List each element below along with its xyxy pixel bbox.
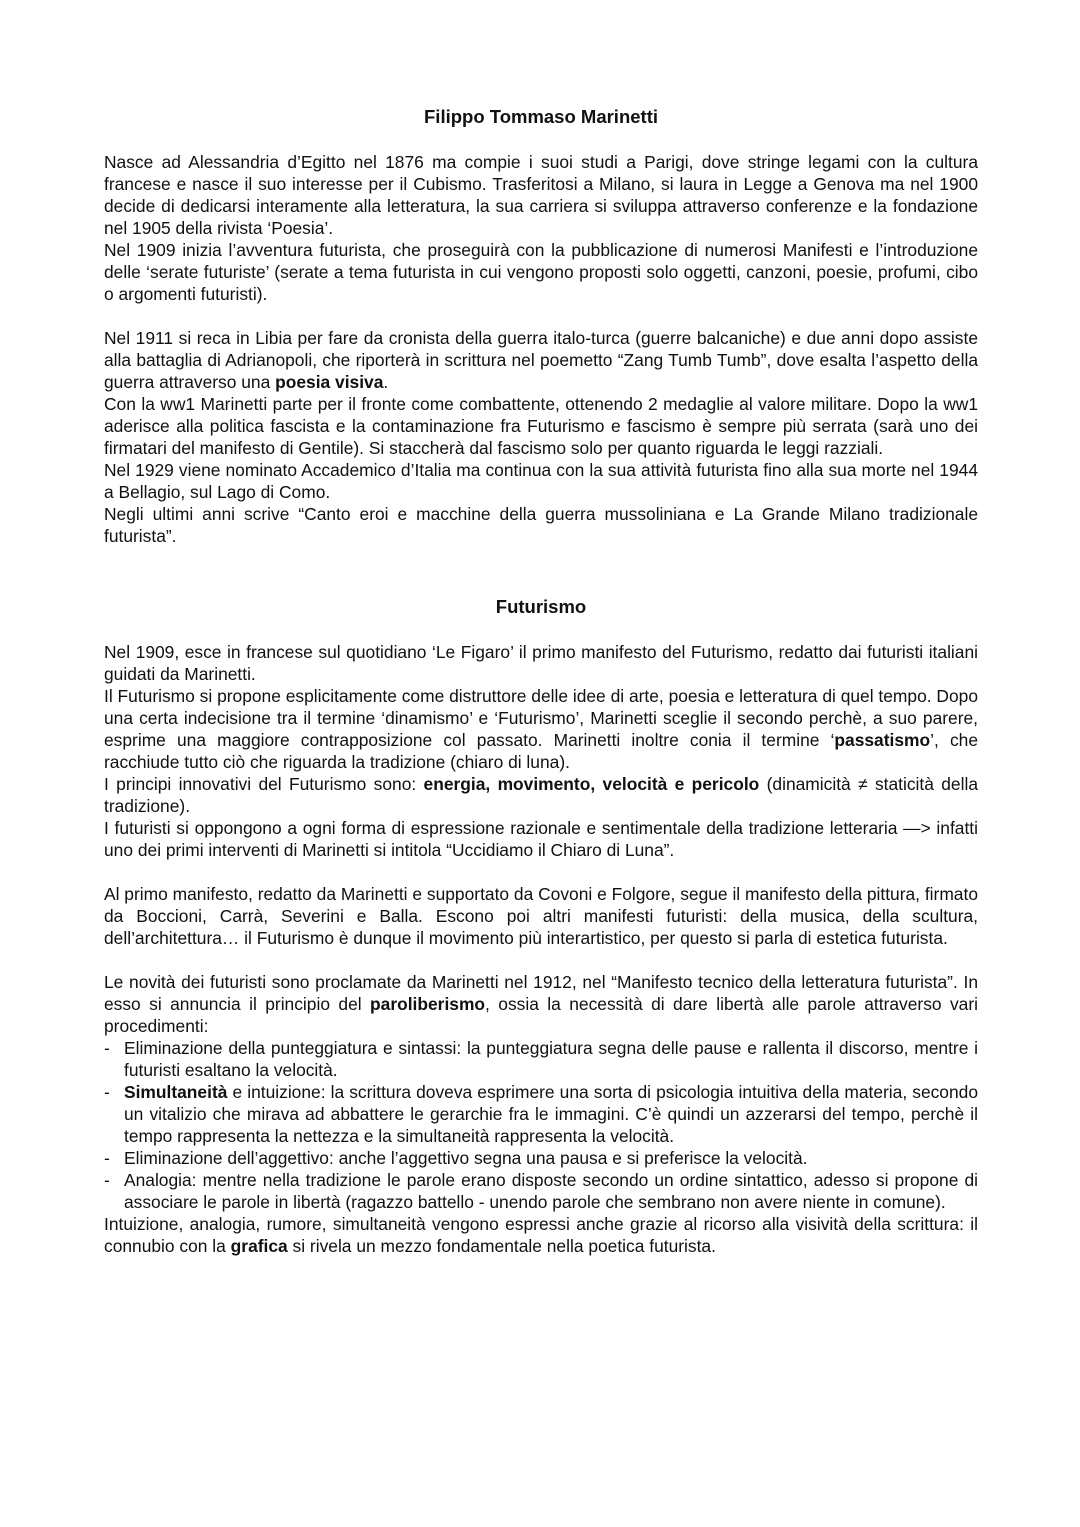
paragraph-other-manifestos: Al primo manifesto, redatto da Marinetti e supportato da Covoni e Folgore, segue il manifesto della pittura, firmato da Boccioni, Carrà, Severini e Balla. Escono poi altri manifesti futuristi: della musica, della scultura, dell’architettura… il Futurismo è dunque il movimento più interartistico, per questo si parla di estetica futurista. [104, 884, 978, 948]
paragraph-last-years: Negli ultimi anni scrive “Canto eroi e macchine della guerra mussoliniana e La Grande Milano tradizionale futurista”. [104, 504, 978, 546]
list-dash: - [104, 1148, 110, 1168]
bold-term-paroliberismo: paroliberismo [370, 994, 486, 1014]
list-dash: - [104, 1038, 110, 1058]
list-item: - Eliminazione della punteggiatura e sintassi: la punteggiatura segna delle pause e rallenta il discorso, mentre i futuristi esaltano la velocità. [104, 1038, 978, 1080]
section-title-futurismo: Futurismo [495, 596, 587, 617]
document-content [104, 103, 978, 1257]
bold-term-simultaneita: Simultaneità [124, 1082, 228, 1102]
paragraph-visual-writing: Intuizione, analogia, rumore, simultaneità vengono espressi anche grazie al ricorso alla visività della scrittura: il connubio con la grafica si rivela un mezzo fondamentale nella poetica futurista. [104, 1214, 978, 1256]
paragraph-ww1: Con la ww1 Marinetti parte per il fronte come combattente, ottenendo 2 medaglie al valore militare. Dopo la ww1 aderisce alla politica fascista e la contaminazione fra Futurismo e fascismo è sempre più serrata (sarà uno dei firmatari del manifesto di Gentile). Si staccherà dal fascismo solo per quanto riguarda le leggi razziali. [104, 394, 978, 458]
paragraph-libya: Nel 1911 si reca in Libia per fare da cronista della guerra italo-turca (guerre balcaniche) e due anni dopo assiste alla battaglia di Adrianopoli, che riporterà in scrittura nel poemetto “Zang Tumb Tumb”, dove esalta l’aspetto della guerra attraverso una poesia visiva. [104, 328, 978, 392]
list-item: - Eliminazione dell’aggettivo: anche l’aggettivo segna una pausa e si preferisce la velocità. [104, 1148, 808, 1168]
procedures-list [104, 1037, 978, 1213]
list-dash: - [104, 1082, 110, 1102]
paragraph-principles: I principi innovativi del Futurismo sono: energia, movimento, velocità e pericolo (dinamicità ≠ staticità della tradizione). [104, 774, 978, 816]
bold-term-poesia-visiva: poesia visiva [275, 372, 384, 392]
paragraph-destroyer: Il Futurismo si propone esplicitamente come distruttore delle idee di arte, poesia e letteratura di quel tempo. Dopo una certa indecisione tra il termine ‘dinamismo’ e ‘Futurismo’, Marinetti sceglie il secondo perchè, a suo parere, esprime una maggiore contrapposizione col passato. Marinetti inoltre conia il termine ‘passatismo’, che racchiude tutto ciò che riguarda la tradizione (chiaro di luna). [104, 686, 978, 772]
bold-term-grafica: grafica [230, 1236, 288, 1256]
bold-term-passatismo: passatismo [834, 730, 931, 750]
list-item: - Analogia: mentre nella tradizione le parole erano disposte secondo un ordine sintattico, adesso si propone di associare le parole in libertà (ragazzo battello - unendo parole che sembrano non avere niente in comune). [104, 1170, 978, 1212]
paragraph-biography-birth: Nasce ad Alessandria d’Egitto nel 1876 ma compie i suoi studi a Parigi, dove stringe legami con la cultura francese e nasce il suo interesse per il Cubismo. Trasferitosi a Milano, si laura in Legge a Genova ma nel 1900 decide di dedicarsi interamente alla letteratura, la sua carriera si sviluppa attraverso conferenze e la fondazione nel 1905 della rivista ‘Poesia’. [104, 152, 978, 238]
list-item: - Simultaneità e intuizione: la scrittura doveva esprimere una sorta di psicologia intuitiva della materia, secondo un vitalizio che mirava ad abbattere le gerarchie fra le immagini. C’è quindi un azzerarsi del tempo, perchè il tempo rappresenta la nettezza e la simultaneità rappresenta la velocità. [104, 1082, 978, 1146]
paragraph-accademico: Nel 1929 viene nominato Accademico d’Italia ma continua con la sua attività futurista fino alla sua morte nel 1944 a Bellagio, sul Lago di Como. [104, 460, 978, 502]
paragraph-first-manifesto: Nel 1909, esce in francese sul quotidiano ‘Le Figaro’ il primo manifesto del Futurismo, redatto dai futuristi italiani guidati da Marinetti. [104, 642, 978, 684]
list-dash: - [104, 1170, 110, 1190]
bold-term-principles: energia, movimento, velocità e pericolo [423, 774, 760, 794]
paragraph-opposition: I futuristi si oppongono a ogni forma di espressione razionale e sentimentale della tradizione letteraria —> infatti uno dei primi interventi di Marinetti si intitola “Uccidiamo il Chiaro di Luna”. [104, 818, 978, 860]
section-title-marinetti: Filippo Tommaso Marinetti [424, 106, 658, 127]
paragraph-futurist-adventure: Nel 1909 inizia l’avventura futurista, che proseguirà con la pubblicazione di numerosi Manifesti e l’introduzione delle ‘serate futuriste’ (serate a tema futurista in cui vengono proposti solo oggetti, canzoni, poesie, profumi, cibo o argomenti futuristi). [104, 240, 978, 304]
paragraph-technical-manifesto: Le novità dei futuristi sono proclamate da Marinetti nel 1912, nel “Manifesto tecnico della letteratura futurista”. In esso si annuncia il principio del paroliberismo, ossia la necessità di dare libertà alle parole attraverso vari procedimenti: [104, 972, 979, 1036]
